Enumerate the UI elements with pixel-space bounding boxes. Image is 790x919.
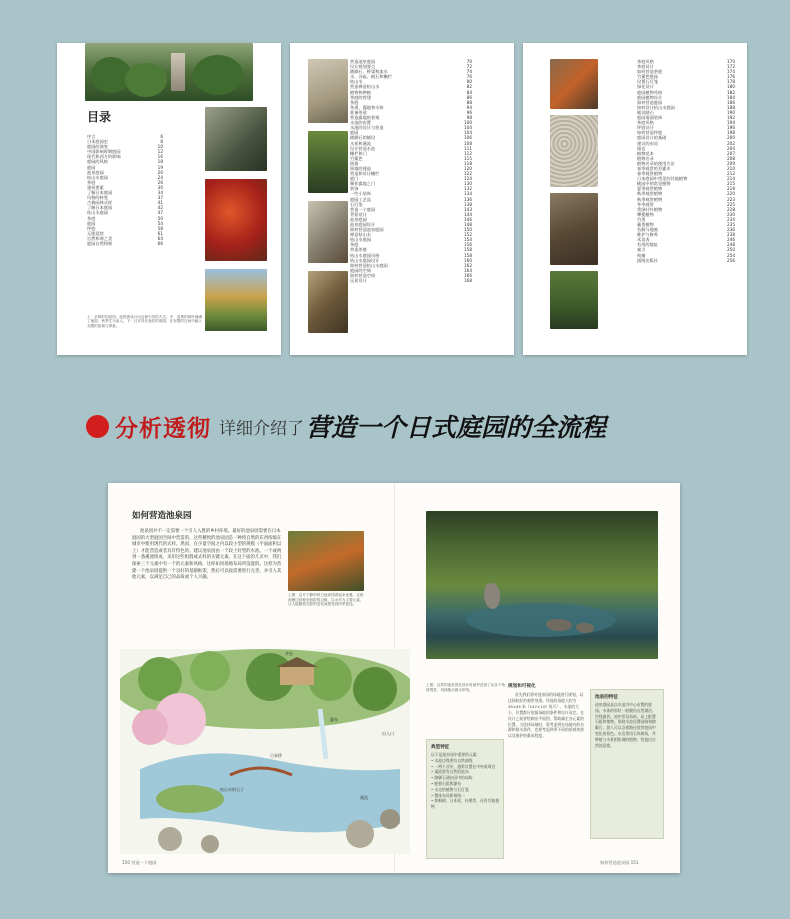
toc-entry-title: 坪庭设计: [637, 125, 654, 131]
toc-entry-title: 庭园植物风格: [637, 89, 663, 95]
toc-entry-page: 166: [464, 272, 472, 278]
toc-entry-page: 66: [157, 240, 163, 246]
toc-entry-title: 庭园墙面装饰: [637, 115, 663, 121]
toc-entry-title: 石灯笼: [350, 201, 363, 207]
toc-entry-page: 254: [727, 252, 735, 258]
toc-page-3: [523, 43, 747, 355]
toc-entry-page: 250: [727, 247, 735, 253]
spread-body: 池泉园并不一定需要一个引人入胜的乡村环境。最好的池泉园需要在日本庭园的大型庭园空间中营造的，这些精致的池泉园是一种将自然的东西浓缩在城市中使用现代的式样。然而，在少量空间之内以较小型的规模（平面面积以上）才能营造或者具有特色的。建议池泉园由一个较土好型的水池、一个或两到一条溪流组成，采用这些组群或式样的关键元素。在这下面的几页中，我们探索三个元素中有一个的元素和风格，这样如同场地布局所设置的。这样为营建一个池泉园提供一个良好的基础框架，然后可以按需要进行完善，并引入其他元素，以满足自己的品质或个人兴趣。: [132, 529, 282, 581]
toc-entry-title: 营造池泉庭园: [350, 59, 376, 64]
toc-entry-title: 庭园: [87, 220, 96, 226]
toc-entry-page: 130: [464, 181, 472, 187]
toc-entry-title: 水、沙砾、植石和栅栏: [350, 74, 392, 80]
toc-entry-page: 236: [727, 227, 735, 233]
toc-entry-title: 春季观赏的乔灌木: [637, 165, 671, 171]
toc-entry-page: 26: [157, 179, 163, 185]
toc-entry-title: 营造露地的景观: [350, 115, 380, 121]
toc-entry-title: 植物和种植: [350, 89, 371, 95]
golden-pavilion-photo: [205, 269, 267, 331]
toc-entry-title: 坪庭: [87, 225, 96, 231]
raked-gravel-photo: [550, 115, 598, 187]
toc-entry-title: 如何营造庭园: [637, 99, 663, 105]
pond-water: [466, 603, 616, 637]
toc-entry-page: 120: [464, 165, 472, 171]
toc-entry-page: 202: [727, 140, 735, 146]
illus-label-bridge: 日本桥: [270, 753, 282, 758]
toc-entry-page: 150: [464, 227, 472, 233]
toc-entry-page: 54: [157, 220, 163, 226]
toc-entry-page: 158: [464, 252, 472, 258]
toc-entry-page: 72: [466, 64, 472, 70]
toc-entry-page: 180: [727, 84, 735, 90]
feature-headline: [86, 406, 606, 446]
toc-entry-title: 日本庭园中常见的其他植物: [637, 176, 688, 182]
toc-entry-title: 竹篱笆庭园: [637, 74, 658, 80]
toc-entry-page: 162: [464, 262, 472, 268]
toc-entry-page: 200: [727, 135, 735, 141]
folio-left: 150 营造一个庭园: [122, 860, 157, 865]
toc-entry-title: 如何营造坪庭: [637, 130, 663, 136]
toc-entry-page: 164: [464, 267, 472, 273]
toc-list-1: [87, 134, 163, 246]
toc-entry-title: 自然和谐之美: [87, 235, 113, 241]
toc-entry-page: 154: [464, 237, 472, 243]
feature-item: 以下是池泉园中重要的元素：: [431, 752, 481, 757]
planning-column: [508, 683, 586, 739]
toc-entry-page: 82: [466, 84, 472, 90]
feature-item: • 溪流要有自然的流向: [431, 769, 469, 775]
toc-entry-page: 228: [727, 206, 735, 212]
toc-entry-page: 230: [727, 211, 735, 217]
toc-entry-title: 设置石灯笼: [637, 79, 658, 85]
toc-entry-title: 竹篱笆: [350, 155, 363, 161]
toc-entry-title: 准备茶道: [350, 109, 367, 115]
toc-entry-page: 88: [466, 99, 472, 105]
toc-entry-title: 设计规划要点: [350, 64, 376, 70]
toc-entry-title: 秋季观赏植物: [637, 196, 663, 202]
stone-work-photo: [550, 193, 598, 265]
toc-entry-page: 70: [466, 59, 472, 64]
features-box: [426, 739, 504, 859]
toc-entry-page: 115: [464, 155, 472, 161]
planning-title: 规划和可视化: [508, 684, 536, 689]
toc-entry-title: 庭园设计的基础: [637, 135, 667, 141]
toc-entry-page: 235: [727, 222, 735, 227]
toc-entry-title: 茶庭的营建: [350, 94, 371, 100]
toc-entry-page: 104: [464, 130, 472, 136]
toc-entry-page: 50: [157, 215, 163, 221]
toc-entry-title: 日本庭园史: [87, 139, 108, 145]
toc-entry-title: 植物名录的使用方法: [637, 160, 675, 166]
toc-entry-title: 庭园的演变: [87, 144, 108, 150]
toc-entry-page: 24: [157, 174, 163, 180]
toc-entry-page: 152: [464, 232, 472, 238]
pond-features-body: 池泉庭园是以水池为中心布置的庭园。水体的形状一般模仿自然湖泊，岸线曲折。池中常设岛屿，岛上配置石组和植物。围绕水池设置园路和踏脚石，游人可以沿着路径欣赏庭园中变化的景色。水边常用石块砌筑，并种植与水景相协调的植物，营造出自然的意境。: [595, 702, 656, 748]
garden-banner-photo: [85, 43, 253, 101]
stone-lantern-icon: [171, 53, 185, 91]
toc-entry-page: 207: [727, 150, 735, 156]
toc-entry-page: 98: [466, 115, 472, 121]
toc-entry-title: 庭园工艺品: [350, 196, 371, 202]
toc-entry-page: 208: [727, 155, 735, 161]
toc-title: 目录: [87, 110, 112, 124]
toc-entry-title: 茶庭: [350, 99, 359, 105]
toc-entry-page: 246: [727, 237, 735, 243]
toc-entry-title: 池泉庭园设计: [350, 222, 376, 227]
toc-entry-page: 37: [157, 195, 163, 201]
toc-entry[interactable]: [87, 241, 163, 246]
toc-entry-page: 19: [157, 164, 163, 170]
toc-entry-page: 100: [464, 120, 472, 126]
toc-entry-title: 营造和设计栅栏: [350, 171, 380, 177]
toc-entry-page: 212: [727, 171, 735, 177]
toc-entry-page: 148: [464, 222, 472, 227]
toc-entry-page: 42: [157, 205, 163, 211]
toc-entry-title: 茶庭: [350, 242, 359, 248]
headline-emphasis: 营造一个日式庭园的全流程: [306, 413, 607, 442]
toc-entry-page: 168: [464, 278, 472, 284]
bamboo-fence-photo: [308, 271, 348, 333]
toc-entry-page: 64: [157, 235, 163, 241]
toc-entry-title: 致谢: [637, 252, 646, 258]
toc-entry-page: 132: [464, 186, 472, 192]
red-dot-icon: [86, 415, 109, 438]
features-title: 典型特征: [431, 745, 450, 750]
toc-entry-title: 蕨类植物: [637, 222, 654, 227]
toc-entry-page: 138: [464, 201, 472, 207]
toc-entry-page: 248: [727, 242, 735, 248]
toc-entry-title: 桃园中的常见植物: [637, 181, 671, 187]
toc-entry-page: 112: [464, 150, 472, 156]
toc-entry-title: 常绿针叶植物: [637, 206, 663, 212]
toc-entry-page: 158: [464, 247, 472, 253]
toc-entry-page: 84: [466, 89, 472, 95]
toc-entry-title: 建筑要素: [87, 184, 104, 190]
toc-entry-page: 124: [464, 176, 472, 182]
feature-item: • 一两个凉亭，通常设置在中央或周边: [431, 763, 496, 769]
toc-entry[interactable]: [350, 278, 472, 283]
toc-entry-title: 枯山水庭园: [350, 237, 371, 243]
toc-entry-title: 了解日本庭园: [87, 205, 113, 211]
toc-entry-page: 10: [157, 144, 163, 150]
toc-entry-page: 256: [727, 257, 735, 263]
toc-entry-title: 如何设计枯山水庭园: [637, 104, 675, 110]
toc-entry-title: 无限延续: [87, 230, 104, 236]
feature-item: • 水边的植物与石灯笼: [431, 786, 469, 792]
toc-entry-page: 188: [727, 104, 735, 110]
pond-features-box: [590, 689, 664, 839]
toc-entry[interactable]: [637, 258, 735, 263]
headline-lead: 分析透彻: [115, 415, 211, 442]
features-list: [431, 752, 499, 810]
toc-entry-title: 墙边: [637, 145, 646, 151]
toc-entry-page: 160: [464, 257, 472, 263]
toc-entry-title: 植物名录: [637, 155, 654, 161]
toc-entry-page: 146: [464, 216, 472, 222]
toc-entry-title: 竹类: [637, 216, 646, 222]
toc-entry-title: 枯山水庭园设计: [350, 257, 380, 263]
toc-entry-page: 104: [464, 125, 472, 131]
planning-body: 首先我们将对池泉园的场地进行规划，以达到较好的观赏效果。所选的场地大约为 45×45 米（147×147 英尺），水池的大小、位置都应依据场地的条件和设计而定。在设计之前要绘制出平面图，帮助确定各元素的位置。当选择场地时，需考虑到在场地内的水源和排水条件，也要考虑四季不同的景观效果以及维护的难易程度。: [508, 692, 584, 739]
toc-entry-title: 远景设计: [350, 278, 367, 284]
toc-entry-title: 围墙: [350, 160, 359, 166]
illus-label-teahouse: 茶室: [285, 651, 293, 656]
toc-entry-page: 156: [464, 242, 472, 248]
toc-entry-title: 春季观赏植物: [637, 171, 663, 177]
toc-entry-page: 74: [466, 69, 472, 75]
toc-entry-title: 有用的地址: [637, 242, 658, 248]
toc-entry-page: 136: [464, 196, 472, 202]
toc-entry-title: 中国影响时期庭园: [87, 149, 121, 155]
toc-entry-title: 背景设计: [350, 211, 367, 217]
toc-entry-page: 122: [464, 171, 472, 177]
toc-notes: 上：京都町的庭园。庭园被设计出这种引导的方式。中：漆黑的枫叶铺满了地面，秋季尤为迷人。下：日本具代表性的庭园，在有限的空间中融入无限的意境与禅意。: [87, 315, 202, 328]
illus-label-gravel: 枯山水的石子: [220, 787, 244, 792]
toc-entry-page: 234: [727, 216, 735, 222]
inset-caption: 上图：这片宁静的秋日池泉园看起来优雅。这座池塘边延伸至庭院的边缘，以水作为主要元素，让人能随着光影的变化而感受到四季更迭。: [288, 593, 364, 607]
toc-entry-page: 41: [157, 200, 163, 206]
toc-entry-page: 178: [727, 79, 735, 85]
toc-entry-title: 枯山水: [350, 79, 363, 85]
toc-entry-page: 210: [727, 165, 735, 171]
toc-entry-page: 80: [466, 79, 472, 85]
feature-item: • 水池边缘要有自然曲线: [431, 757, 473, 763]
toc-entry-title: 庭园自然和谐: [87, 240, 113, 246]
toc-entry-title: 秋季观赏植物: [637, 191, 663, 197]
toc-entry-title: 铺设踏石: [637, 109, 654, 115]
toc-entry-title: 制作露地之门: [350, 181, 376, 187]
spread-title: 如何营造池泉园: [132, 511, 192, 521]
toc-entry-page: 61: [157, 230, 163, 236]
toc-entry-title: 茶庭设计: [637, 64, 654, 70]
toc-entry-title: 茶道、露地和水钵: [350, 104, 384, 110]
pond-garden-photo: [426, 511, 658, 659]
toc-entry-page: 118: [464, 160, 472, 166]
toc-entry-title: 茶庭风格: [637, 59, 654, 64]
illus-label-waterfall: 瀑布: [330, 717, 338, 722]
feature-item: • 整体布局和谐统一: [431, 792, 465, 798]
toc-entry-title: 了解日本庭园: [87, 190, 113, 196]
toc-entry-page: 111: [464, 145, 472, 151]
toc-entry-title: 庭园植物设计: [637, 94, 663, 100]
toc-entry-page: 6: [160, 134, 163, 139]
toc-entry-title: 茶庭: [87, 215, 96, 221]
toc-entry-title: 植物范本: [637, 150, 654, 156]
toc-entry-title: 设计营造水池: [350, 145, 376, 151]
illus-label-entrance: 出入口: [382, 731, 394, 736]
toc-entry-page: 176: [727, 74, 735, 80]
toc-entry-title: 维护与修养: [637, 232, 658, 238]
toc-entry-title: 茶庭: [87, 179, 96, 185]
maple-leaves-photo: [205, 179, 267, 261]
toc-entry-title: 庭园的空间: [350, 267, 371, 273]
gardener-photo: [550, 59, 598, 109]
headline-middle: 详细介绍了: [219, 418, 304, 439]
courtyard-photo: [205, 107, 267, 171]
toc-entry-page: 170: [727, 59, 735, 64]
toc-entry-page: 47: [157, 210, 163, 216]
toc-page-2: [290, 43, 514, 355]
toc-entry-title: 枯山水庭园: [87, 174, 108, 180]
toc-entry-page: 192: [727, 115, 735, 121]
toc-entry-title: 枯山水庭园风格: [350, 252, 380, 258]
toc-entry-title: 水池的布置: [350, 120, 371, 126]
toc-entry-page: 86: [466, 94, 472, 100]
toc-entry-page: 238: [727, 232, 735, 238]
moss-garden-photo: [550, 271, 598, 329]
toc-entry-page: 194: [727, 120, 735, 126]
toc-entry-title: 庭园: [350, 130, 359, 136]
gravel-cones-photo: [308, 59, 348, 123]
toc-entry-page: 190: [727, 109, 735, 115]
toc-entry-page: 196: [727, 125, 735, 131]
toc-entry-title: 禅意枯山水: [350, 232, 371, 238]
toc-entry-page: 223: [727, 196, 735, 202]
tea-garden-photo: [308, 131, 348, 193]
toc-entry-page: 134: [464, 191, 472, 197]
toc-entry-title: 水景和溪流: [350, 140, 371, 146]
toc-entry-page: 16: [157, 154, 163, 160]
toc-entry-page: 96: [466, 109, 472, 115]
toc-entry-title: 营造一个庭园: [350, 206, 376, 212]
toc-entry-title: 水池的设计与营造: [350, 125, 384, 131]
toc-entry-page: 106: [464, 135, 472, 141]
toc-entry-title: 夏季观赏植物: [637, 186, 663, 192]
toc-entry-page: 182: [727, 89, 735, 95]
toc-entry-page: 108: [464, 140, 472, 146]
toc-entry-title: 装饰: [350, 186, 359, 192]
toc-page-1: [57, 43, 281, 355]
toc-entry-page: 198: [727, 130, 735, 136]
toc-entry-page: 76: [466, 74, 472, 80]
toc-entry-page: 18: [157, 159, 163, 165]
folio-right: 如何营造池泉园 151: [600, 860, 639, 865]
toc-entry-page: 12: [157, 149, 163, 155]
toc-entry-page: 220: [727, 191, 735, 197]
toc-entry-title: 风格的转变: [87, 195, 108, 201]
toc-entry-title: 索引: [637, 247, 646, 253]
toc-entry-title: 庭园的风格: [87, 159, 108, 165]
book-spread: [108, 483, 680, 873]
toc-entry-page: 186: [727, 99, 735, 105]
toc-entry-page: 172: [727, 64, 735, 70]
toc-entry-title: 踏脚石、桥梁和流水: [350, 69, 388, 75]
toc-entry-title: 枯山水庭园: [87, 210, 108, 216]
toc-entry-page: 184: [727, 94, 735, 100]
toc-entry-page: 30: [157, 184, 163, 190]
toc-entry-page: 174: [727, 69, 735, 75]
garden-illustration: [120, 649, 410, 854]
pond-features-title: 池泉的特征: [595, 695, 618, 700]
toc-entry-title: 术语表: [637, 237, 650, 243]
toc-entry-page: 214: [727, 176, 735, 182]
toc-entry-page: 204: [727, 145, 735, 151]
toc-entry-page: 144: [464, 211, 472, 217]
toc-entry-title: 围墙的建造: [350, 165, 371, 171]
toc-entry-title: 序言: [87, 134, 96, 139]
toc-entry-title: 攀援植物: [637, 211, 654, 217]
toc-entry-title: 如何营造空间: [350, 272, 376, 278]
feature-item: • 踏脚石通往园中的岛屿: [431, 775, 473, 781]
toc-entry-title: 池泉庭园: [87, 169, 104, 175]
toc-entry-page: 58: [157, 225, 163, 231]
toc-entry-title: 一些小装饰: [350, 191, 371, 197]
tools-photo: [308, 201, 348, 263]
toc-entry-title: 营造禅意枯山水: [350, 84, 380, 90]
toc-entry-page: 143: [464, 206, 472, 212]
toc-entry-title: 插图出版社: [637, 257, 658, 263]
photo-caption: 上图：这样的池泉园在设计时就考虑到了从各个角度观赏，用绿植点缀水岸线。: [426, 683, 506, 692]
toc-entry-title: 踏脚石的铺设: [350, 135, 376, 141]
toc-entry-page: 218: [727, 186, 735, 192]
toc-entry-title: 苔藓与地被: [637, 227, 658, 233]
toc-entry-title: 庭门: [350, 176, 359, 182]
toc-entry-title: 冬季观赏: [637, 201, 654, 207]
toc-entry-page: 34: [157, 190, 163, 196]
toc-entry-title: 营造茶庭: [350, 247, 367, 253]
toc-entry-title: 古典园林式样: [87, 200, 113, 206]
toc-entry-page: 94: [466, 104, 472, 110]
toc-entry-title: 如何营造枯山水庭园: [350, 262, 388, 268]
toc-entry-page: 215: [727, 181, 735, 187]
toc-entry-title: 绿化设计: [637, 84, 654, 90]
toc-entry-title: 栅栏和门: [350, 150, 367, 156]
toc-entry-page: 209: [727, 160, 735, 166]
toc-list-3: [637, 59, 735, 263]
autumn-pond-photo: [288, 531, 364, 591]
toc-entry-page: 20: [157, 169, 163, 175]
toc-entry-page: 8: [160, 139, 163, 145]
toc-entry-title: 如何营造池泉庭园: [350, 227, 384, 233]
toc-entry-title: 建议的布局: [637, 140, 658, 146]
toc-entry-title: 庭园: [87, 164, 96, 170]
feature-item: • 配植石组和瀑布: [431, 780, 462, 786]
toc-list-2: [350, 59, 472, 283]
toc-entry-title: 池泉庭园: [350, 216, 367, 222]
toc-entry-title: 现代和西方的影响: [87, 154, 121, 160]
feature-item: • 如枫树、日本松、杜鹃等，还有其他植物: [431, 798, 499, 810]
illus-label-stream: 溪流: [360, 795, 368, 800]
toc-entry-title: 茶庭风格: [637, 120, 654, 126]
toc-entry-page: 225: [727, 201, 735, 207]
stone-lantern-icon: [484, 583, 500, 609]
toc-entry-title: 如何营造茶庭: [637, 69, 663, 75]
